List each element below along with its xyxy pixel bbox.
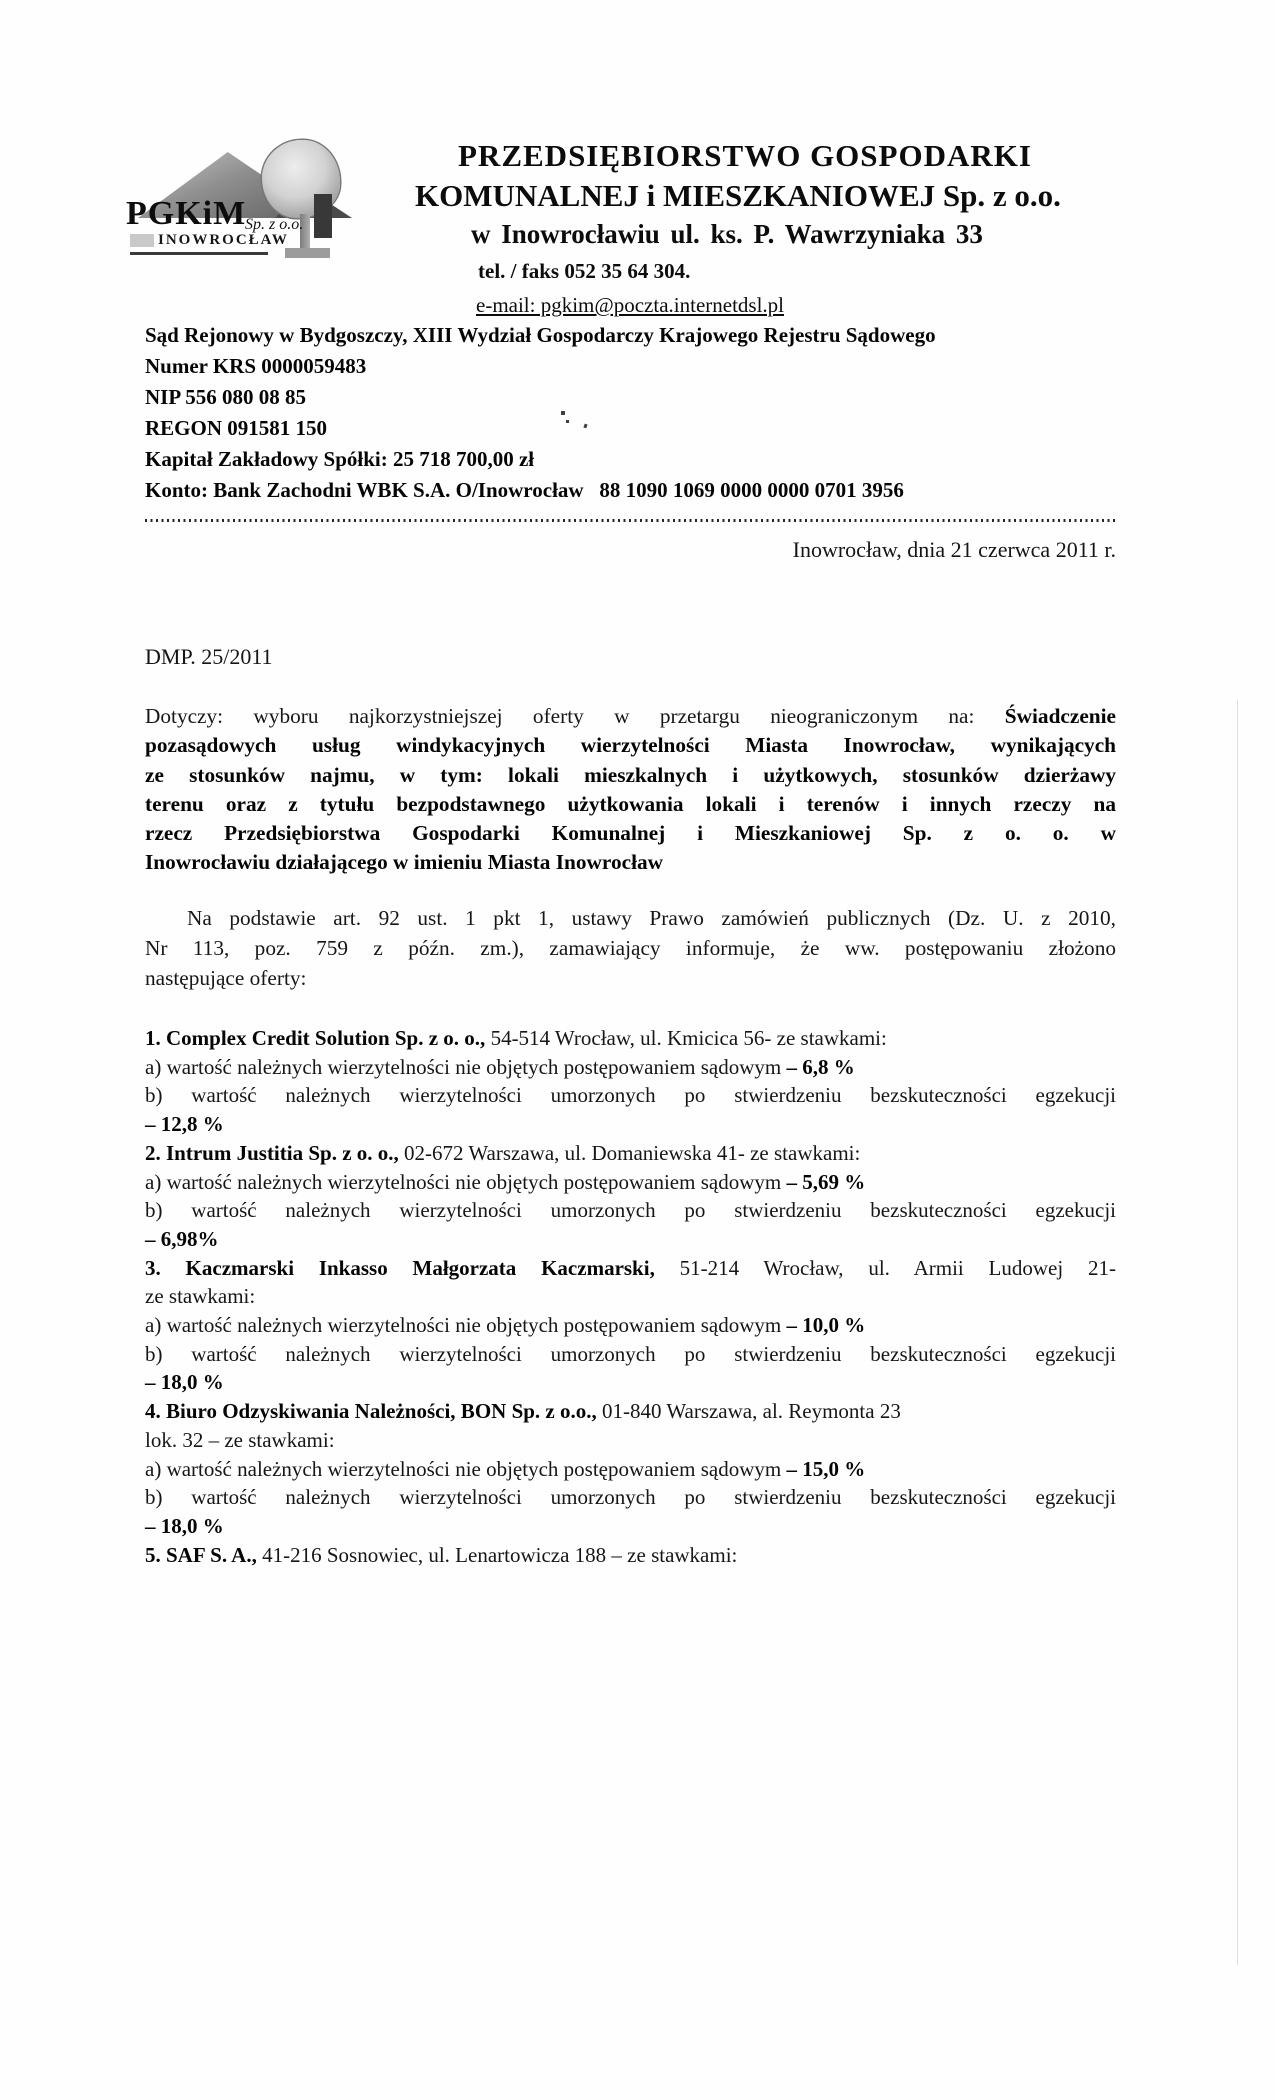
company-address: w Inowrocławiu ul. ks. P. Wawrzyniaka 33 (471, 219, 983, 249)
text-line: pozasądowych usług windykacyjnych wierzytelności Miasta Inowrocław, wynikających (145, 733, 1116, 758)
text-line: Sąd Rejonowy w Bydgoszczy, XIII Wydział Gospodarczy Krajowego Rejestru Sądowego (145, 323, 936, 347)
scan-speck (566, 420, 569, 423)
text-line: ze stawkami: (145, 1284, 256, 1309)
logo-company-suffix: Sp. z o.o. (245, 216, 304, 233)
offers-list (145, 1024, 1116, 1569)
subject-paragraph (145, 702, 1116, 878)
text-line: Na podstawie art. 92 ust. 1 pkt 1, ustawy Prawo zamówień publicznych (Dz. U. z 2010, (187, 906, 1116, 930)
text-line: Kapitał Zakładowy Spółki: 25 718 700,00 zł (145, 447, 535, 471)
scan-artifact-line (1237, 700, 1238, 1965)
logo-scan-artifact (130, 234, 154, 247)
text-line: rzecz Przedsiębiorstwa Gospodarki Komunalnej i Mieszkaniowej Sp. z o. o. w (145, 821, 1116, 846)
text-line: 1. Complex Credit Solution Sp. z o. o., 54-514 Wrocław, ul. Kmicica 56- ze stawkami: (145, 1026, 887, 1050)
text-line: NIP 556 080 08 85 (145, 385, 307, 409)
text-line: następujące oferty: (145, 966, 307, 990)
text-line: terenu oraz z tytułu bezpodstawnego użytkowania lokali i terenów i innych rzeczy na (145, 791, 1116, 816)
text-line: lok. 32 – ze stawkami: (145, 1427, 335, 1452)
text-line: b) wartość należnych wierzytelności umorzonych po stwierdzeniu bezskuteczności egzekucji (145, 1083, 1116, 1108)
text-line: 4. Biuro Odzyskiwania Należności, BON Sp. z o.o., 01-840 Warszawa, al. Reymonta 23 (145, 1399, 901, 1424)
text-line: Inowrocławiu działającego w imieniu Miasta Inowrocław (145, 850, 664, 875)
logo-dark-block (314, 194, 332, 238)
text-line: a) wartość należnych wierzytelności nie objętych postępowaniem sądowym – 15,0 % (145, 1456, 866, 1481)
company-name-line1: PRZEDSIĘBIORSTWO GOSPODARKI (458, 138, 1032, 173)
text-line: Konto: Bank Zachodni WBK S.A. O/Inowrocław 88 1090 1069 0000 0000 0701 3956 (145, 478, 904, 502)
text-line: 3. Kaczmarski Inkasso Małgorzata Kaczmarski, 51-214 Wrocław, ul. Armii Ludowej 21- (145, 1255, 1116, 1280)
text-line: Dotyczy: wyboru najkorzystniejszej oferty w przetargu nieograniczonym na: Świadczenie (145, 704, 1116, 728)
company-email: e-mail: pgkim@poczta.internetdsl.pl (476, 293, 785, 317)
text-line: REGON 091581 150 (145, 416, 328, 440)
text-line: b) wartość należnych wierzytelności umorzonych po stwierdzeniu bezskuteczności egzekucji (145, 1341, 1116, 1366)
text-line: b) wartość należnych wierzytelności umorzonych po stwierdzeniu bezskuteczności egzekucji (145, 1485, 1116, 1510)
text-line: ze stosunków najmu, w tym: lokali mieszkalnych i użytkowych, stosunków dzierżawy (145, 762, 1116, 787)
logo-underline (130, 252, 268, 255)
text-line: b) wartość należnych wierzytelności umorzonych po stwierdzeniu bezskuteczności egzekucji (145, 1198, 1116, 1223)
company-logo (118, 122, 363, 262)
logo-company-abbreviation: PGKiM (126, 195, 247, 232)
registry-details (145, 320, 1145, 506)
text-line: Nr 113, poz. 759 z późn. zm.), zamawiający informuje, że ww. postępowaniu złożono (145, 936, 1116, 960)
reference-number: DMP. 25/2011 (145, 644, 273, 669)
text-line: – 6,98% (145, 1226, 219, 1251)
tree-base-icon (285, 248, 330, 258)
text-line: a) wartość należnych wierzytelności nie objętych postępowaniem sądowym – 5,69 % (145, 1169, 866, 1194)
legal-basis-paragraph (145, 903, 1116, 993)
company-phone: tel. / faks 052 35 64 304. (478, 259, 691, 283)
text-line: – 12,8 % (145, 1112, 224, 1137)
place-and-date: Inowrocław, dnia 21 czerwca 2011 r. (792, 537, 1116, 562)
scan-speck (561, 411, 565, 415)
text-line: – 18,0 % (145, 1370, 224, 1395)
text-line: 5. SAF S. A., 41-216 Sosnowiec, ul. Lenartowicza 188 – ze stawkami: (145, 1542, 738, 1567)
text-line: a) wartość należnych wierzytelności nie objętych postępowaniem sądowym – 6,8 % (145, 1054, 855, 1079)
text-line: – 18,0 % (145, 1513, 224, 1538)
company-name-line2: KOMUNALNEJ i MIESZKANIOWEJ Sp. z o.o. (415, 178, 1061, 213)
text-line: Numer KRS 0000059483 (145, 354, 367, 378)
dotted-separator (145, 519, 1118, 522)
text-line: 2. Intrum Justitia Sp. z o. o., 02-672 Warszawa, ul. Domaniewska 41- ze stawkami: (145, 1140, 861, 1165)
text-line: a) wartość należnych wierzytelności nie objętych postępowaniem sądowym – 10,0 % (145, 1313, 866, 1338)
logo-city: INOWROCŁAW (158, 232, 289, 248)
